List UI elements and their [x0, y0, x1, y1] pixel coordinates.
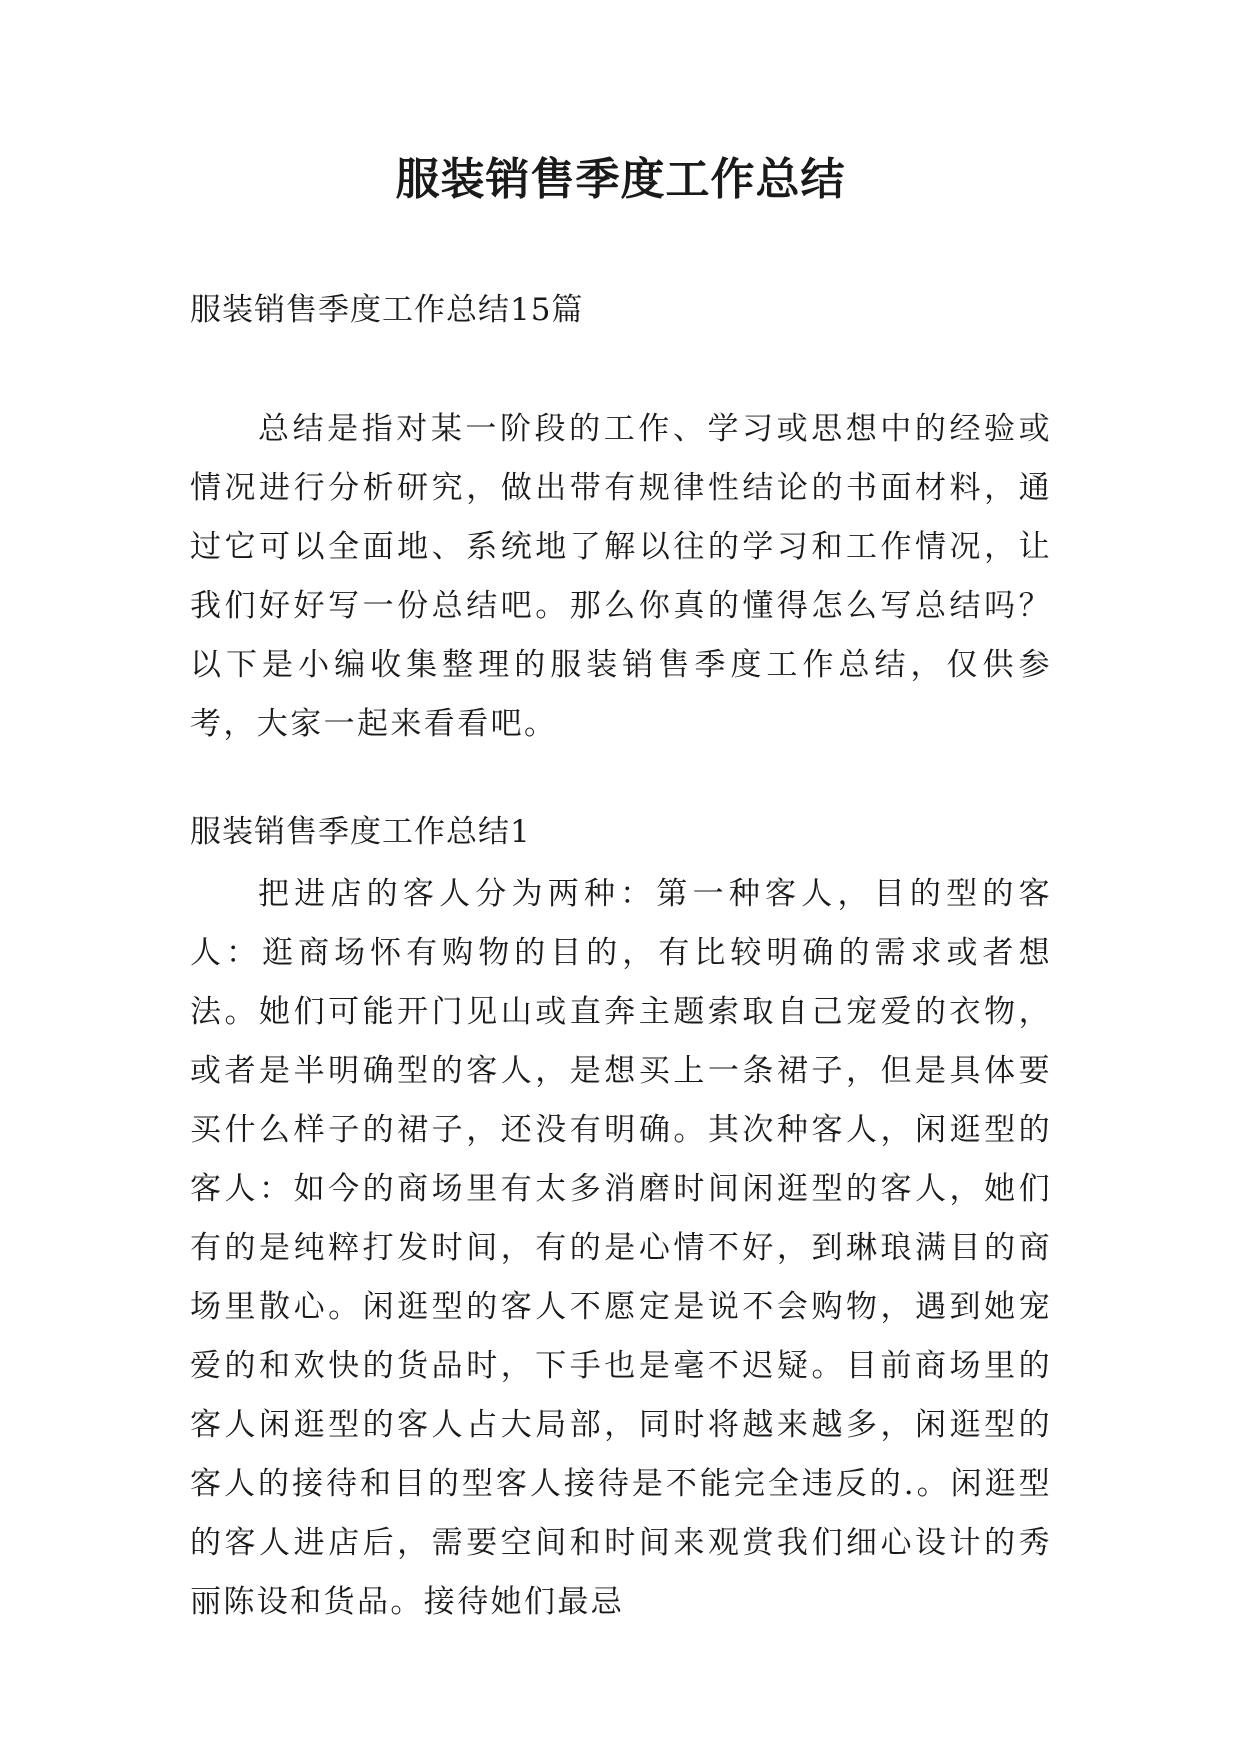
- document-title: 服装销售季度工作总结: [395, 154, 846, 205]
- intro-paragraph: 总结是指对某一阶段的工作、学习或思想中的经验或情况进行分析研究，做出带有规律性结论的书面材料，通过它可以全面地、系统地了解以往的学习和工作情况，让我们好好写一份总结吧。那么你真的懂得怎么写总结吗？以下是小编收集整理的服装销售季度工作总结，仅供参考，大家一起来看看吧。: [190, 411, 1052, 742]
- section-body-paragraph: 把进店的客人分为两种：第一种客人，目的型的客人：逛商场怀有购物的目的，有比较明确的需求或者想法。她们可能开门见山或直奔主题索取自己宠爱的衣物，或者是半明确型的客人，是想买上一条裙子，但是具体要买什么样子的裙子，还没有明确。其次种客人，闲逛型的客人：如今的商场里有太多消磨时间闲逛型的客人，她们有的是纯粹打发时间，有的是心情不好，到琳琅满目的商场里散心。闲逛型的客人不愿定是说不会购物，遇到她宠爱的和欢快的货品时，下手也是毫不迟疑。目前商场里的客人闲逛型的客人占大局部，同时将越来越多，闲逛型的客人的接待和目的型客人接待是不能完全违反的.。闲逛型的客人进店后，需要空间和时间来观赏我们细心设计的秀丽陈设和货品。接待她们最忌: [190, 876, 1052, 1620]
- document-subtitle: 服装销售季度工作总结15篇: [190, 292, 584, 328]
- section-heading: 服装销售季度工作总结1: [190, 814, 531, 850]
